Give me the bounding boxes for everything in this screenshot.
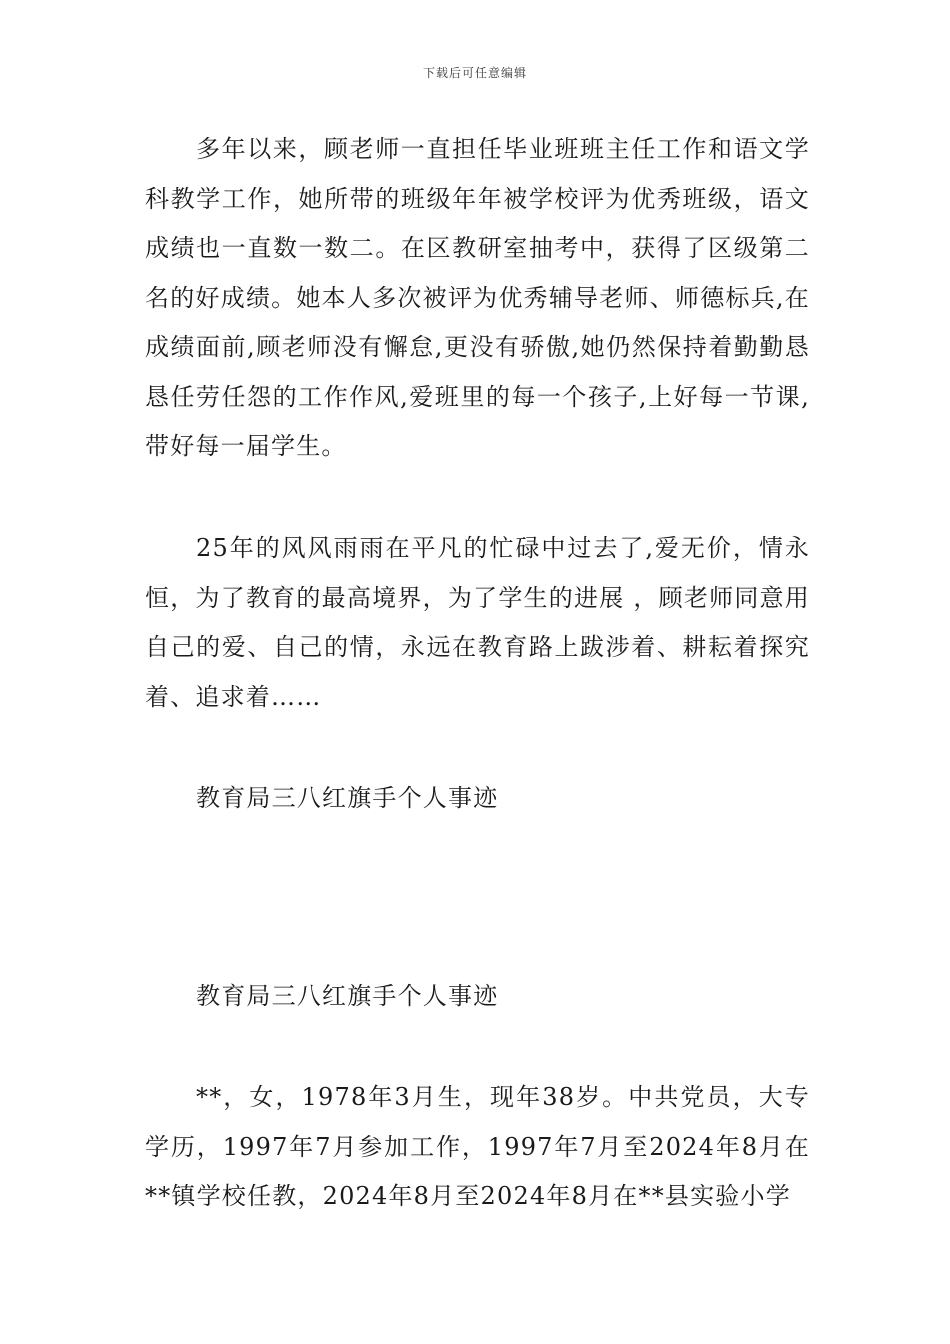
section-heading-repeat: 教育局三八红旗手个人事迹 [196,982,499,1010]
header-note: 下载后可任意编辑 [422,66,527,80]
paragraph-personal-profile: **，女，1978年3月生，现年38岁。中共党员，大专学历，1997年7月参加工作，1997年7月至2024年8月在**镇学校任教，2024年8月至2024年8月在**县实验小学 [145,1083,810,1210]
section-heading: 教育局三八红旗手个人事迹 [196,784,499,812]
paragraph-teacher-devotion: 25年的风风雨雨在平凡的忙碌中过去了,爱无价，情永恒，为了教育的最高境界，为了学生的进展 ，顾老师同意用自己的爱、自己的情，永远在教育路上跋涉着、耕耘着探究着、追求着…… [145,534,810,711]
paragraph-teacher-achievements: 多年以来，顾老师一直担任毕业班班主任工作和语文学科教学工作，她所带的班级年年被学校评为优秀班级，语文成绩也一直数一数二。在区教研室抽考中，获得了区级第二名的好成绩。她本人多次被评为优秀辅导老师、师德标兵,在成绩面前,顾老师没有懈怠,更没有骄傲,她仍然保持着勤勤恳恳任劳任怨的工作作风,爱班里的每一个孩子,上好每一节课,带好每一届学生。 [145,135,810,460]
